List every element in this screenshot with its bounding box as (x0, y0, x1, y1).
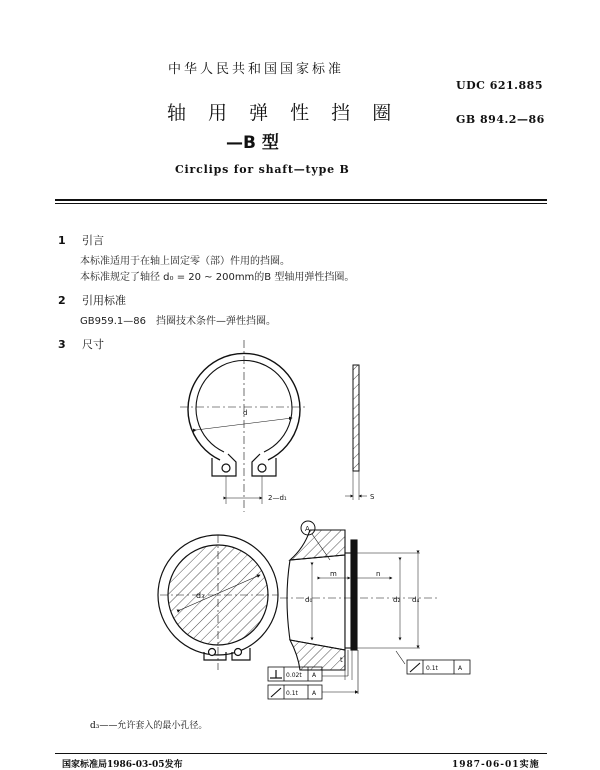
label-d0: d₀ (305, 596, 313, 604)
tol-perp-datum: A (312, 672, 317, 679)
label-s: S (370, 493, 375, 501)
tol-runout2-value: 0.1t (426, 665, 438, 672)
issue-date: 国家标准局1986-03-05发布 (62, 760, 183, 770)
circlip-front-view (180, 340, 305, 512)
tol-runout1-datum: A (312, 690, 317, 697)
standard-name: 中华人民共和国国家标准 (168, 62, 345, 77)
title-line2: —B 型 (226, 133, 279, 153)
tol-runout2-datum: A (458, 665, 463, 672)
section-3-heading: 3 尺寸 (58, 338, 104, 351)
title-line1: 轴 用 弹 性 挡 圈 (167, 102, 400, 124)
section-1-heading: 1 引言 (58, 234, 104, 247)
label-m: m (330, 570, 337, 578)
section-1-line-2: 本标准规定了轴径 d₀ = 20 ~ 200mm的B 型轴用弹性挡圈。 (80, 272, 355, 283)
label-d4: d₄ (412, 596, 420, 604)
shaft-longitudinal-view (280, 530, 440, 694)
label-t: t (340, 656, 343, 664)
label-n: n (376, 570, 381, 578)
label-d3: d₃ (196, 591, 205, 600)
section-2-line-1: GB959.1—86 挡圈技术条件—弹性挡圈。 (80, 316, 276, 327)
udc-code: UDC 621.885 (456, 79, 543, 92)
label-d: d (243, 409, 248, 417)
callout-a-label: A (305, 525, 310, 533)
shaft-section-view (158, 535, 278, 670)
english-title: Circlips for shaft—type B (175, 163, 350, 176)
label-d2: d₂ (393, 596, 401, 604)
gb-number: GB 894.2—86 (456, 113, 545, 126)
footnote: d₃——允许套入的最小孔径。 (90, 721, 208, 731)
section-2-heading: 2 引用标准 (58, 294, 126, 307)
section-1-line-1: 本标准适用于在轴上固定零（部）件用的挡圈。 (80, 256, 290, 267)
label-2d1: 2—d₁ (268, 494, 287, 502)
effective-date: 1987-06-01实施 (452, 760, 540, 770)
tol-perp-value: 0.02t (286, 672, 302, 679)
circlip-side-view (345, 365, 367, 500)
bottom-rule (55, 753, 547, 754)
tol-runout1-value: 0.1t (286, 690, 298, 697)
